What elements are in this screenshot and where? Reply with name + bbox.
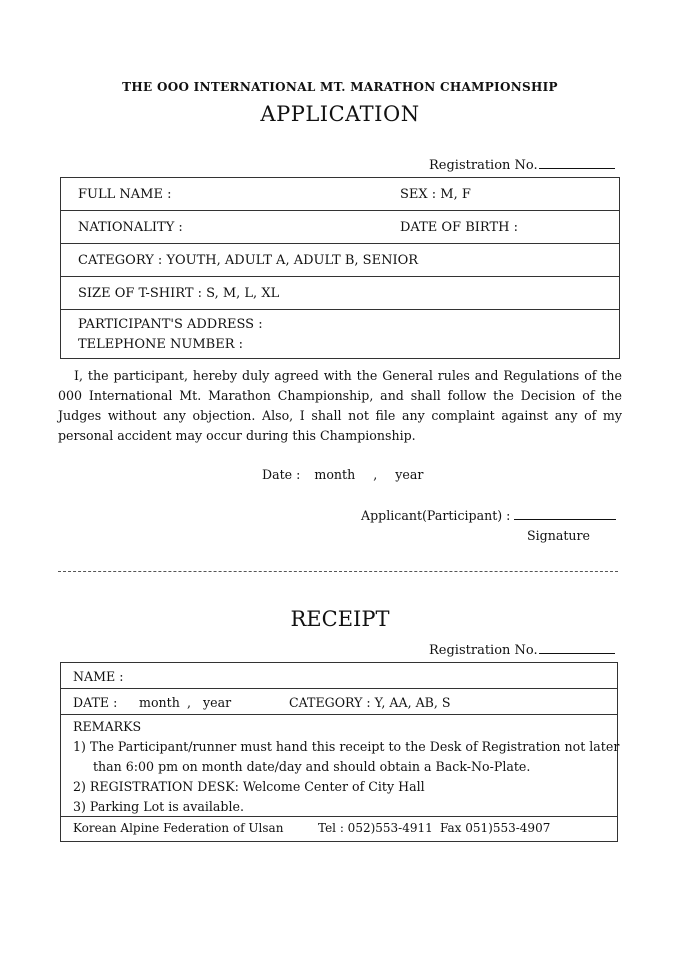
remark-item-2: 2) REGISTRATION DESK: Welcome Center of City Hall bbox=[73, 779, 425, 794]
tshirt-size-field[interactable]: SIZE OF T-SHIRT : S, M, L, XL bbox=[78, 286, 280, 301]
remark-item-1-continued: than 6:00 pm on month date/day and should obtain a Back-No-Plate. bbox=[93, 759, 531, 774]
declaration-paragraph: I, the participant, hereby duly agreed with the General rules and Regulations of the 000 International Mt. Marathon Championship, and shall follow the Decision of the Judges without any objection. Also, I shall not file any complaint against any of my personal accident may occur during this Championship. bbox=[58, 368, 622, 443]
category-field[interactable]: CATEGORY : YOUTH, ADULT A, ADULT B, SENIOR bbox=[78, 253, 419, 268]
registration-label: Registration No. bbox=[429, 158, 538, 173]
receipt-row-name bbox=[61, 663, 617, 689]
applicant-label: Applicant(Participant) : bbox=[361, 508, 511, 523]
nationality-field[interactable]: NATIONALITY : bbox=[78, 220, 183, 235]
date-line bbox=[262, 467, 423, 482]
receipt-registration-field[interactable] bbox=[539, 640, 615, 654]
footer-fax: Fax 051)553-4907 bbox=[440, 821, 551, 835]
registration-number bbox=[429, 155, 615, 173]
receipt-registration-label: Registration No. bbox=[429, 643, 538, 658]
remarks-label: REMARKS bbox=[73, 719, 142, 734]
signature-field[interactable] bbox=[514, 507, 616, 520]
date-month[interactable]: month bbox=[314, 467, 356, 482]
applicant-signature bbox=[361, 507, 616, 523]
remark-item-3: 3) Parking Lot is available. bbox=[73, 799, 244, 814]
full-name-field[interactable]: FULL NAME : bbox=[78, 187, 172, 202]
receipt-title: RECEIPT bbox=[290, 607, 390, 631]
footer-organization: Korean Alpine Federation of Ulsan bbox=[73, 821, 284, 835]
date-of-birth-field[interactable]: DATE OF BIRTH : bbox=[400, 220, 518, 235]
row-address-phone bbox=[61, 310, 619, 358]
receipt-date-comma: , bbox=[187, 695, 192, 710]
address-field[interactable]: PARTICIPANT'S ADDRESS : bbox=[78, 317, 263, 332]
footer-telephone: Tel : 052)553-4911 bbox=[318, 821, 433, 835]
form-title: APPLICATION bbox=[260, 102, 420, 126]
remark-item-1: 1) The Participant/runner must hand this receipt to the Desk of Registration not later bbox=[73, 739, 620, 754]
date-comma: , bbox=[373, 467, 378, 482]
receipt-category-field[interactable]: CATEGORY : Y, AA, AB, S bbox=[289, 695, 451, 710]
receipt-date-label: DATE : bbox=[73, 695, 118, 710]
row-tshirt bbox=[61, 277, 619, 310]
date-year[interactable]: year bbox=[395, 467, 424, 482]
cut-line-divider bbox=[58, 571, 618, 572]
receipt-date-year[interactable]: year bbox=[203, 695, 232, 710]
receipt-row-date-category bbox=[61, 689, 617, 715]
receipt-table bbox=[60, 662, 618, 842]
receipt-name-field[interactable]: NAME : bbox=[73, 669, 124, 684]
event-title: THE OOO INTERNATIONAL MT. MARATHON CHAMPIONSHIP bbox=[122, 80, 558, 94]
receipt-registration-number bbox=[429, 640, 615, 658]
row-nationality-dob bbox=[61, 211, 619, 244]
row-category bbox=[61, 244, 619, 277]
receipt-date-month[interactable]: month bbox=[139, 695, 180, 710]
row-name-sex bbox=[61, 178, 619, 211]
receipt-row-footer bbox=[61, 817, 617, 841]
sex-field[interactable]: SEX : M, F bbox=[400, 187, 471, 202]
receipt-row-remarks bbox=[61, 715, 620, 817]
registration-number-field[interactable] bbox=[539, 155, 615, 169]
signature-caption: Signature bbox=[527, 528, 590, 543]
date-label: Date : bbox=[262, 467, 301, 482]
application-table bbox=[60, 177, 620, 359]
declaration-text bbox=[58, 366, 622, 446]
telephone-field[interactable]: TELEPHONE NUMBER : bbox=[78, 337, 244, 352]
